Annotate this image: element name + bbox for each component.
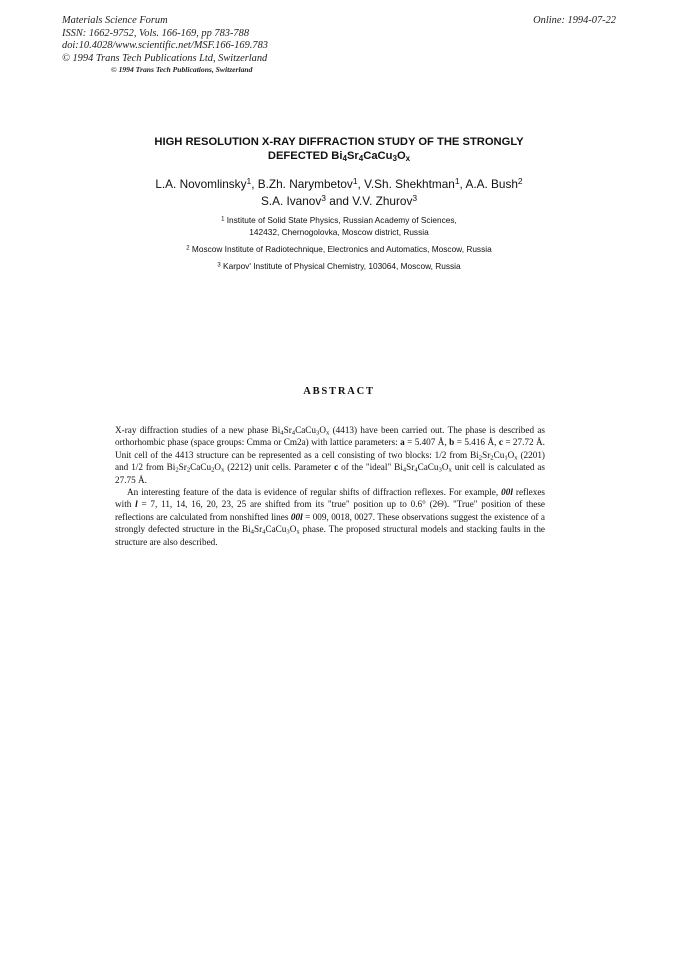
copyright-small: © 1994 Trans Tech Publications, Switzerland	[111, 65, 253, 74]
title-line-1: HIGH RESOLUTION X-RAY DIFFRACTION STUDY OF THE STRONGLY	[154, 136, 524, 148]
affiliation-3: $^3$ Karpov' Institute of Physical Chemistry, 103064, Moscow, Russia	[217, 261, 461, 271]
abstract-body	[115, 424, 545, 548]
publication-metadata	[62, 15, 268, 65]
online-date: Online: 1994-07-22	[533, 15, 616, 26]
doi-link[interactable]: doi:10.4028/www.scientific.net/MSF.166-169.783	[62, 40, 268, 51]
authors-line-1: L.A. Novomlinsky$^1$, B.Zh. Narymbetov$^1$, V.Sh. Shekhtman$^1$, A.A. Bush$^2$	[155, 176, 523, 191]
paper-title	[0, 136, 678, 163]
abstract-paragraph-1: X-ray diffraction studies of a new phase $Bi_4Sr_4CaCu_3O_x$ (4413) have been carried out. The phase is described as orthorhombic phase (space groups: Cmma or Cm2a) with lattice parameters: a = 5.407 Å, b = 5.416 Å, c = 27.72 Å. Unit cell of the 4413 structure can be represented as a cell consisting of two blocks: 1/2 from $Bi_2Sr_2Cu_1O_x$ (2201) and 1/2 from $Bi_2Sr_2CaCu_2O_x$ (2212) unit cells. Parameter c of the "ideal" $Bi_4Sr_4CaCu_3O_x$ unit cell is calculated as 27.75 Å.	[115, 425, 545, 485]
abstract-heading: ABSTRACT	[303, 386, 375, 397]
author-list	[0, 176, 678, 209]
journal-name: Materials Science Forum	[62, 15, 168, 26]
copyright-line: © 1994 Trans Tech Publications Ltd, Switzerland	[62, 52, 268, 64]
abstract-paragraph-2: An interesting feature of the data is evidence of regular shifts of diffraction reflexes. For example, 00l reflexes with l = 7, 11, 14, 16, 20, 23, 25 are shifted from its "true" position up to 0.6° (2Θ). "True" position of these reflections are calculated from nonshifted lines 00l = 009, 0018, 0027. These observations suggest the existence of a strongly defected structure in the $Bi_4Sr_4CaCu_3O_x$ phase. The proposed structural models and stacking faults in the structure are also described.	[115, 487, 545, 547]
issn-line: ISSN: 1662-9752, Vols. 166-169, pp 783-788	[62, 27, 250, 39]
title-line-2: DEFECTED $Bi_4Sr_4CaCu_3O_x$	[267, 149, 411, 163]
affiliation-1: $^1$ Institute of Solid State Physics, Russian Academy of Sciences, 142432, Chernogolovka, Moscow district, Russia	[221, 215, 457, 237]
affiliation-2: $^2$ Moscow Institute of Radiotechnique, Electronics and Automatics, Moscow, Russia	[186, 244, 492, 254]
authors-line-2: S.A. Ivanov$^3$ and V.V. Zhurov$^3$	[260, 192, 418, 208]
